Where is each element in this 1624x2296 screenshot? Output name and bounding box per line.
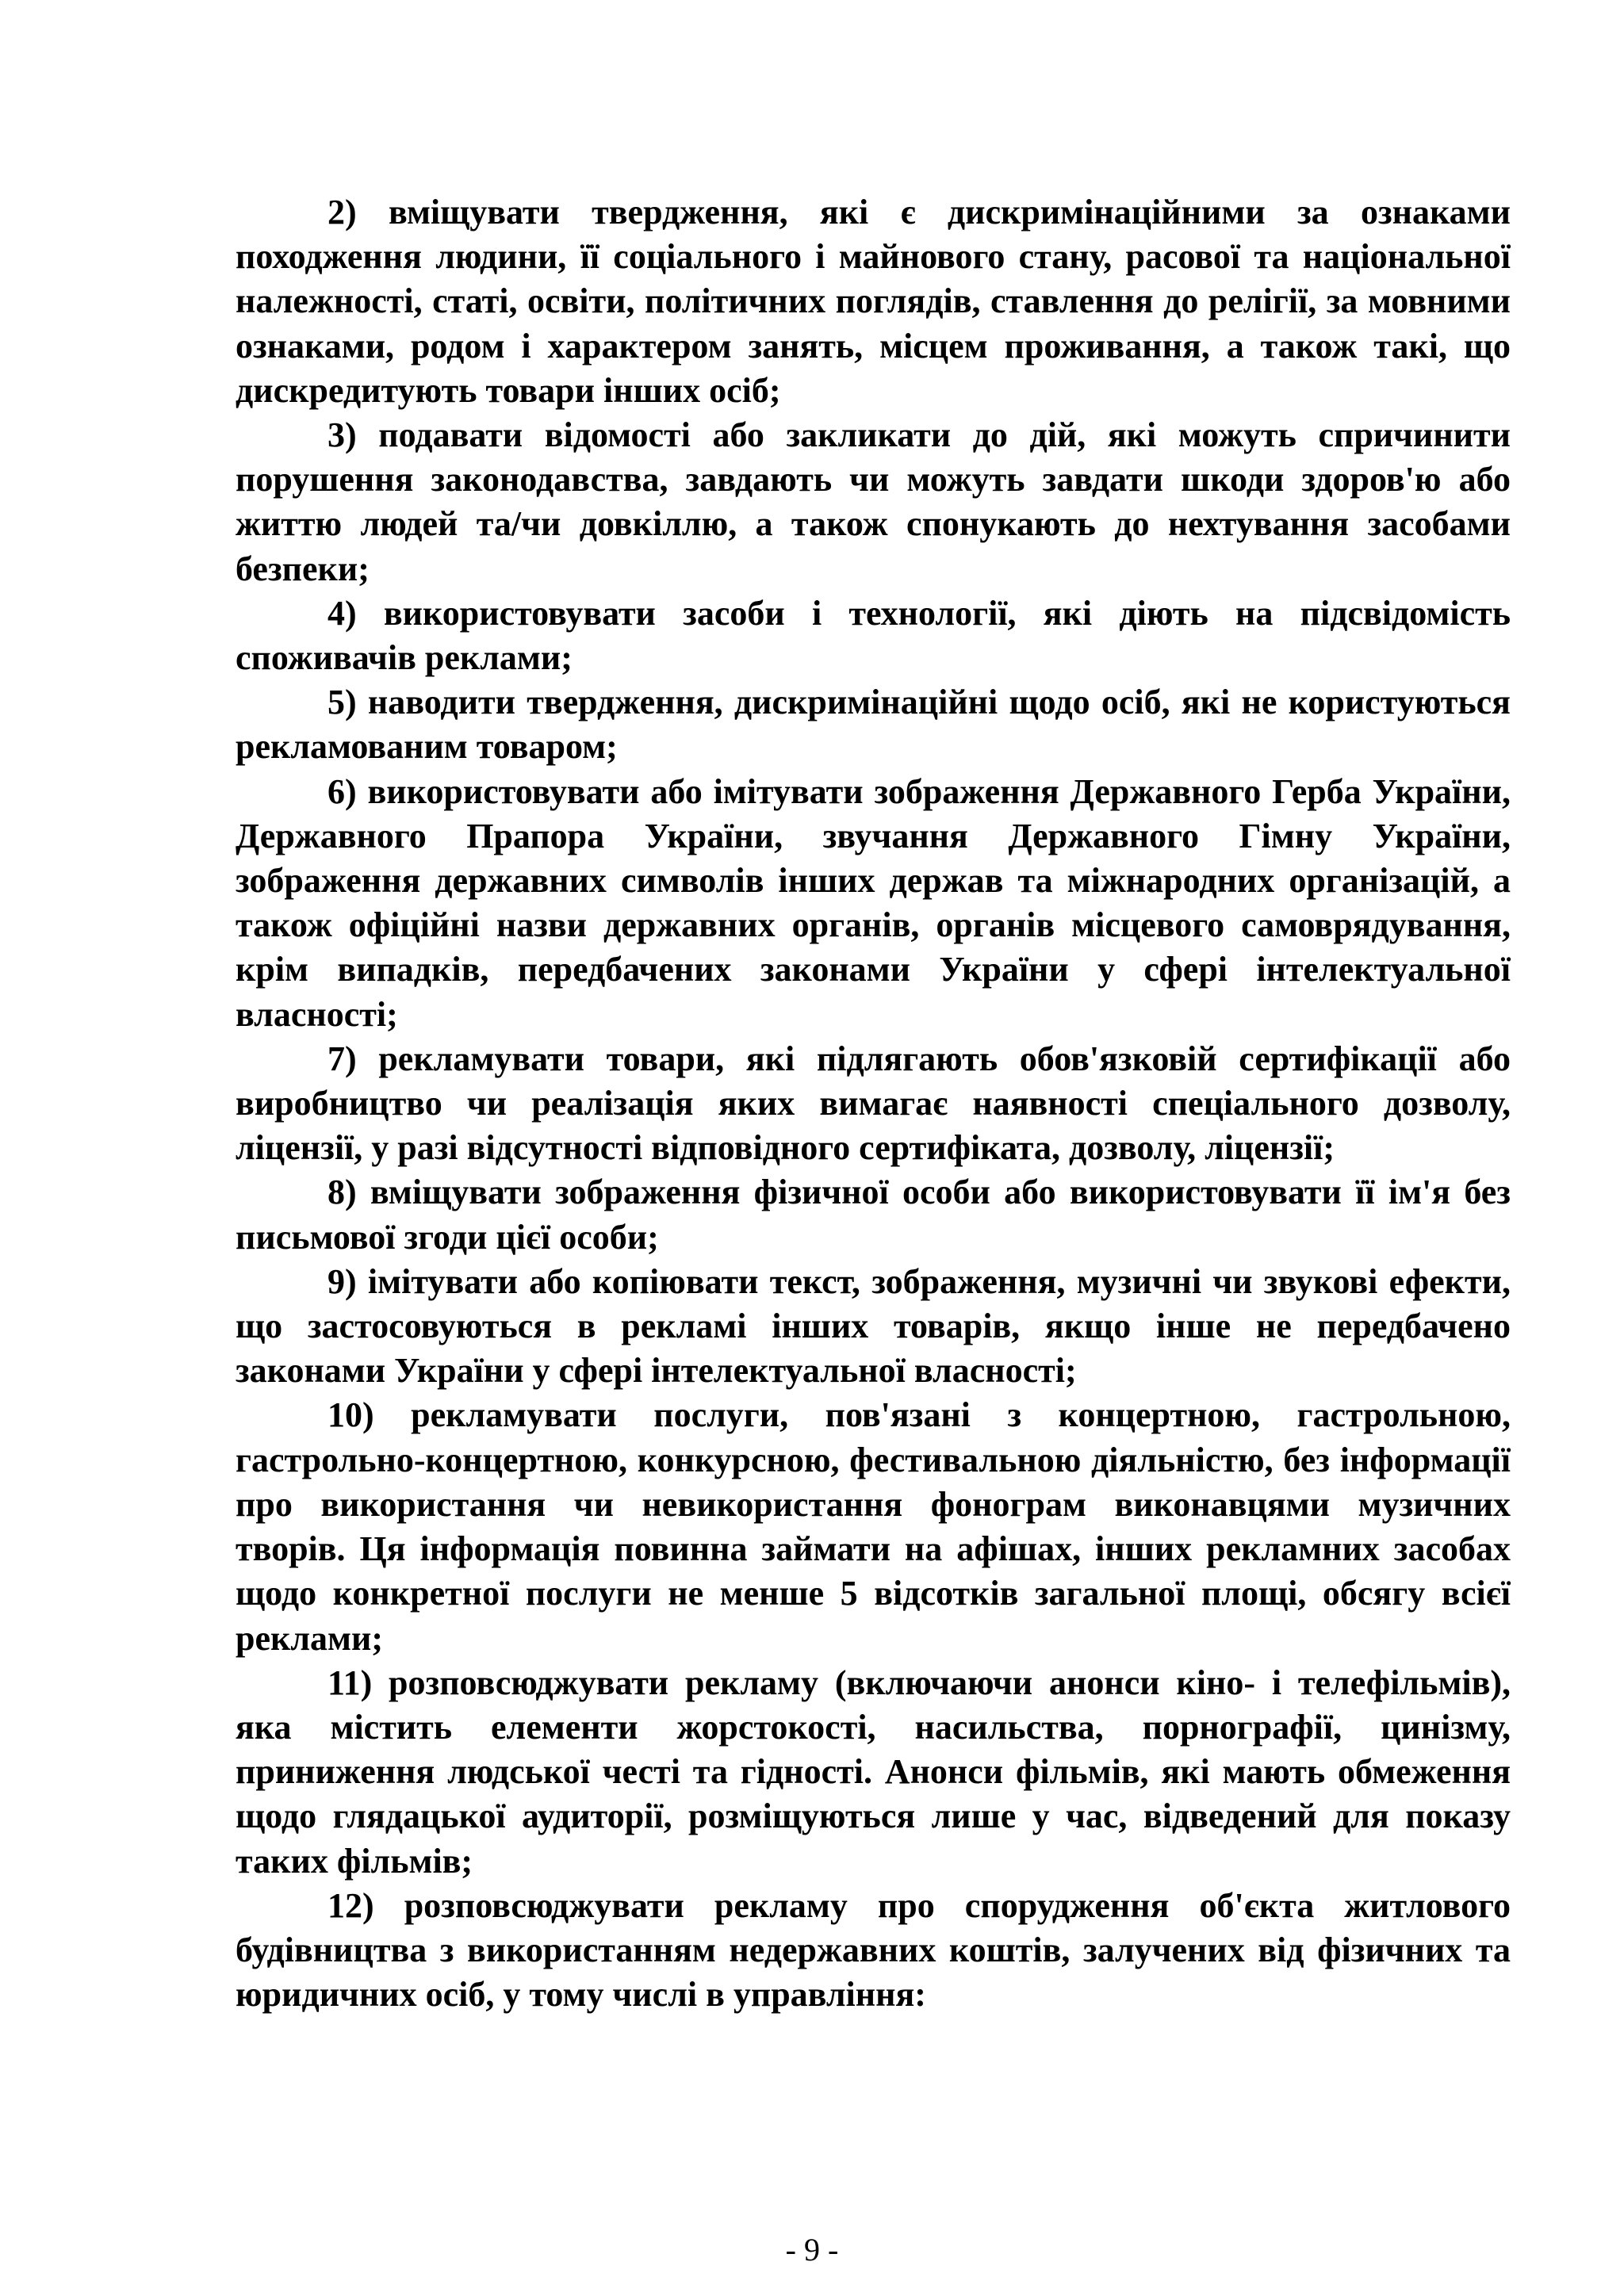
list-item-12: 12) розповсюджувати рекламу про спорудження об'єкта житлового будівництва з використанням недержавних коштів, залучених від фізичних та юридичних осіб, у тому числі в управління: <box>236 1885 1511 2015</box>
list-item-9: 9) імітувати або копіювати текст, зображення, музичні чи звукові ефекти, що застосовуються в рекламі інших товарів, якщо інше не передбачено законами України у сфері інтелектуальної власності; <box>236 1261 1511 1391</box>
body-text <box>236 190 1511 2017</box>
list-item-3: 3) подавати відомості або закликати до дій, які можуть спричинити порушення законодавства, завдають чи можуть завдати шкоди здоров'ю або життю людей та/чи довкіллю, а також спонукають до нехтування засобами безпеки; <box>236 415 1511 588</box>
list-item-10: 10) рекламувати послуги, пов'язані з концертною, гастрольною, гастрольно-концертною, конкурсною, фестивальною діяльністю, без інформації про використання чи невикористання фонограм виконавцями музичних творів. Ця інформація повинна займати на афішах, інших рекламних засобах щодо конкретної послуги не менше 5 відсотків загальної площі, обсягу всієї реклами; <box>236 1395 1511 1658</box>
list-item-2: 2) вміщувати твердження, які є дискримінаційними за ознаками походження людини, її соціального і майнового стану, расової та національної належності, статі, освіти, політичних поглядів, ставлення до релігії, за мовними ознаками, родом і характером занять, місцем проживання, а також такі, що дискредитують товари інших осіб; <box>236 193 1511 410</box>
page-number: - 9 - <box>785 2232 839 2267</box>
list-item-6: 6) використовувати або імітувати зображення Державного Герба України, Державного Прапора України, звучання Державного Гімну України, зображення державних символів інших держав та міжнародних організацій, а також офіційні назви державних органів, органів місцевого самоврядування, крім випадків, передбачених законами України у сфері інтелектуальної власності; <box>236 771 1511 1034</box>
list-item-5: 5) наводити твердження, дискримінаційні щодо осіб, які не користуються рекламованим товаром; <box>236 683 1511 767</box>
list-item-7: 7) рекламувати товари, які підлягають обов'язковій сертифікації або виробництво чи реалізація яких вимагає наявності спеціального дозволу, ліцензії, у разі відсутності відповідного сертифіката, дозволу, ліцензії; <box>236 1039 1511 1168</box>
list-item-11: 11) розповсюджувати рекламу (включаючи анонси кіно- і телефільмів), яка містить елементи жорстокості, насильства, порнографії, цинізму, приниження людської честі та гідності. Анонси фільмів, які мають обмеження щодо глядацької аудиторії, розміщуються лише у час, відведений для показу таких фільмів; <box>236 1663 1511 1881</box>
list-item-8: 8) вміщувати зображення фізичної особи або використовувати її ім'я без письмової згоди цієї особи; <box>236 1173 1511 1257</box>
list-item-4: 4) використовувати засоби і технології, які діють на підсвідомість споживачів реклами; <box>236 593 1511 678</box>
